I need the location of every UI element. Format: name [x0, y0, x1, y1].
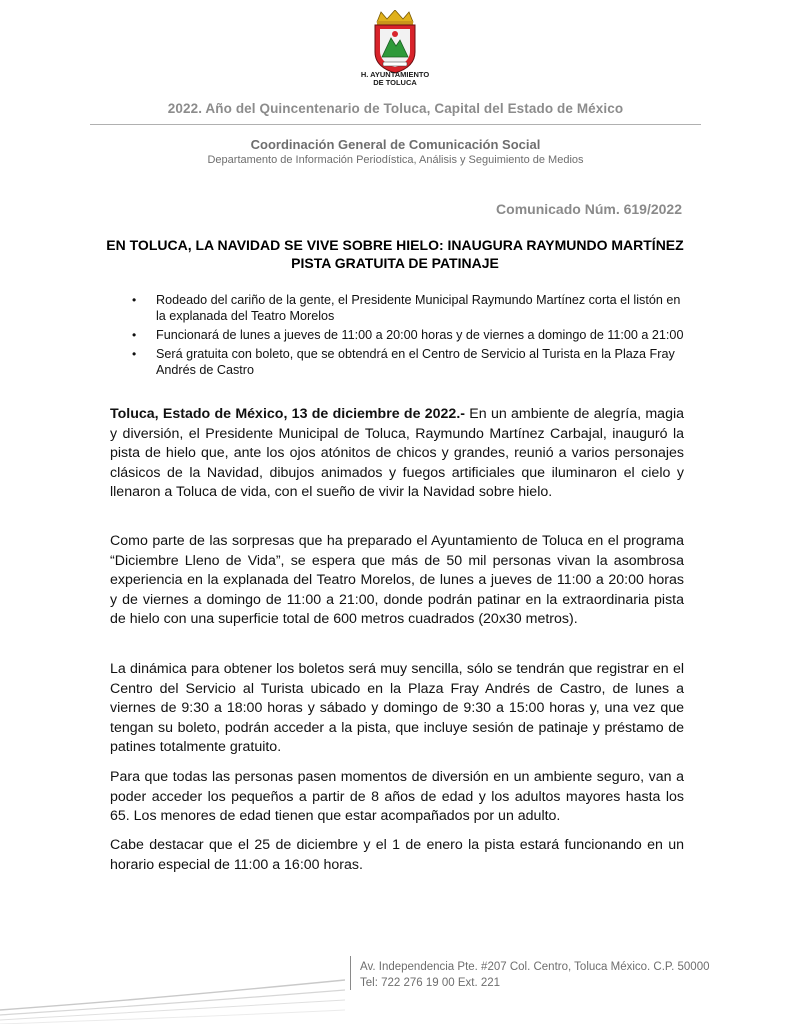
bullet-dot-icon: •: [132, 347, 137, 361]
bullet-text: Será gratuita con boleto, que se obtendrá en el Centro de Servicio al Turista en la Plaza Fray Andrés de Castro: [156, 347, 675, 377]
paragraph-4: Para que todas las personas pasen momentos de diversión en un ambiente seguro, van a poder acceder los pequeños a partir de 8 años de edad y los adultos mayores hasta los 65. Los menores de edad tienen que estar acompañados por un adulto.: [110, 769, 684, 824]
gray-wave-lines-decoration: [0, 960, 345, 1024]
bullet-item: [110, 346, 690, 378]
paragraph-2: Como parte de las sorpresas que ha preparado el Ayuntamiento de Toluca en el programa “Diciembre Lleno de Vida”, se espera que más de 50 mil personas vivan la asombrosa experiencia en la explanada del Teatro Morelos, de lunes a jueves de 11:00 a 20:00 horas y de viernes a domingo de 11:00 a 21:00, donde podrán patinar en la extraordinaria pista de hielo con una superficie total de 600 metros cuadrados (20x30 metros).: [110, 533, 684, 627]
footer-address: Av. Independencia Pte. #207 Col. Centro, Toluca México. C.P. 50000: [360, 961, 710, 973]
coordination-title: Coordinación General de Comunicación Social: [250, 137, 541, 152]
bullet-dot-icon: •: [132, 328, 137, 342]
dateline: Toluca, Estado de México, 13 de diciembre de 2022.-: [110, 406, 465, 422]
bullet-text: Funcionará de lunes a jueves de 11:00 a 20:00 horas y de viernes a domingo de 11:00 a 21:00: [156, 328, 684, 342]
org-name-line2: DE TOLUCA: [373, 78, 417, 87]
headline: EN TOLUCA, LA NAVIDAD SE VIVE SOBRE HIELO: INAUGURA RAYMUNDO MARTÍNEZ PISTA GRATUITA DE PATINAJE: [106, 237, 684, 271]
bullet-item: [110, 327, 690, 343]
year-slogan: 2022. Año del Quincentenario de Toluca, Capital del Estado de México: [167, 101, 624, 116]
bullet-dot-icon: •: [132, 293, 137, 307]
header-divider: [90, 124, 701, 125]
bullet-text: Rodeado del cariño de la gente, el Presidente Municipal Raymundo Martínez corta el listón en la explanada del Teatro Morelos: [156, 293, 681, 323]
toluca-coat-of-arms-icon: [369, 10, 421, 76]
communique-number: Comunicado Núm. 619/2022: [496, 201, 682, 217]
footer-divider: [350, 956, 351, 990]
bullet-item: [110, 292, 690, 324]
org-name: [330, 71, 460, 87]
paragraph-5: Cabe destacar que el 25 de diciembre y el 1 de enero la pista estará funcionando en un horario especial de 11:00 a 16:00 horas.: [110, 837, 684, 873]
paragraph-1-body: En un ambiente de alegría, magia y diversión, el Presidente Municipal de Toluca, Raymundo Martínez Carbajal, inauguró la pista de hielo que, ante los ojos atónitos de chicos y grandes, reunió a varios personajes clásicos de la Navidad, dibujos animados y fuegos artificiales que iluminaron el cielo y llenaron a Toluca de vida, con el sueño de vivir la Navidad sobre hielo.: [110, 406, 684, 500]
paragraph-3: La dinámica para obtener los boletos será muy sencilla, sólo se tendrán que registrar en el Centro del Servicio al Turista ubicado en la Plaza Fray Andrés de Castro, de lunes a viernes de 9:30 a 18:00 horas y sábado y domingo de 9:30 a 15:00 horas y, una vez que tengan su boleto, podrán acceder a la pista, que incluye sesión de patinaje y préstamo de patines totalmente gratuito.: [110, 661, 684, 755]
org-name-line1: H. AYUNTAMIENTO: [360, 70, 430, 79]
paragraph-1: [110, 405, 684, 503]
department-name: Departamento de Información Periodística, Análisis y Seguimiento de Medios: [207, 154, 584, 166]
summary-bullets: [110, 292, 690, 381]
footer-phone: Tel: 722 276 19 00 Ext. 221: [360, 977, 501, 989]
